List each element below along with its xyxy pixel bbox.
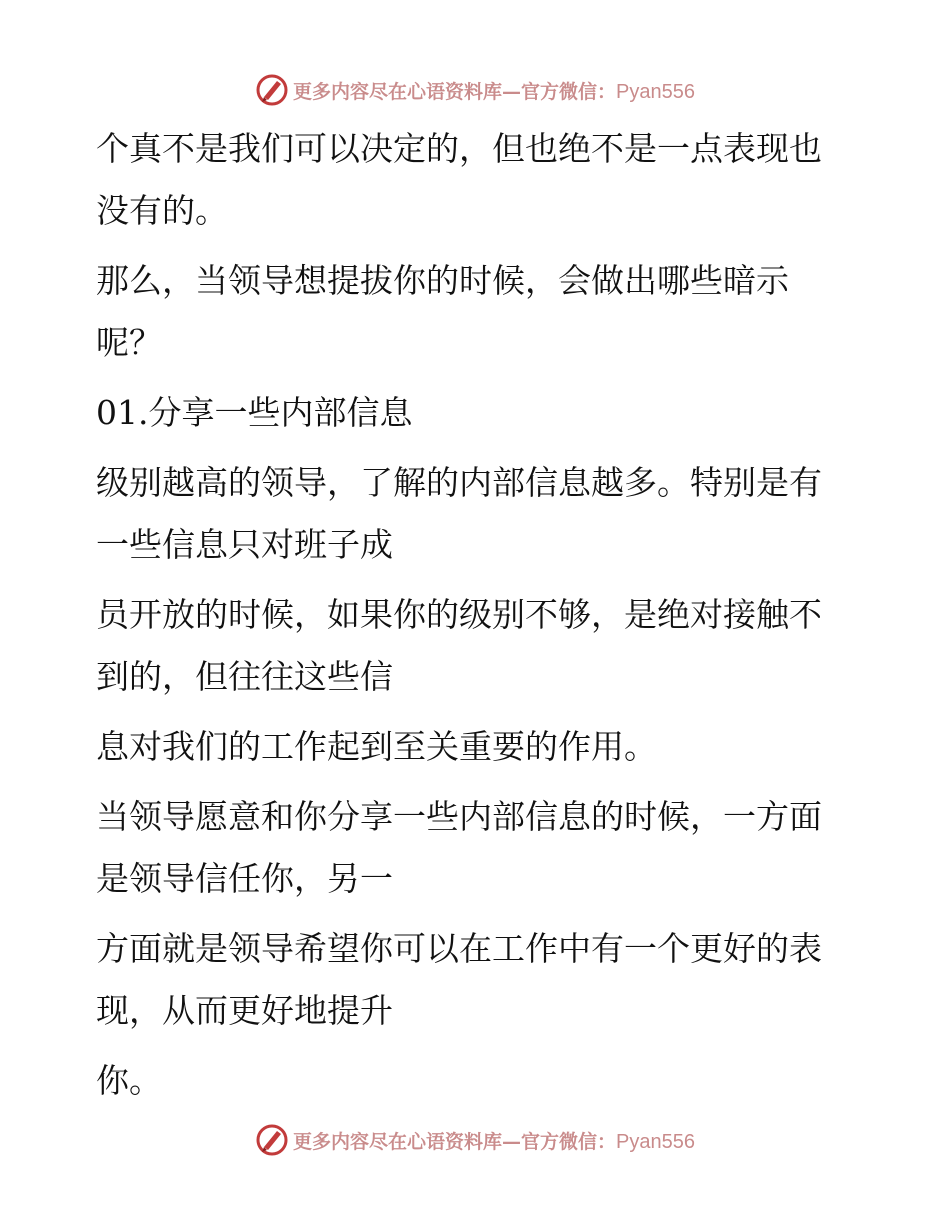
section-heading: 01.分享一些内部信息 xyxy=(96,393,413,432)
paragraph: 员开放的时候，如果你的级别不够，是绝对接触不到的，但往往这些信 xyxy=(96,595,822,696)
document-body xyxy=(96,118,836,1112)
paragraph: 你。 xyxy=(96,1061,162,1100)
paragraph: 级别越高的领导，了解的内部信息越多。特别是有一些信息只对班子成 xyxy=(96,463,822,564)
header-wechat-id: Pyan556 xyxy=(616,80,695,103)
header-banner xyxy=(0,72,950,108)
footer-banner-text: 更多内容尽在心语资料库—官方微信：Pyan556 xyxy=(293,1130,695,1153)
header-banner-text: 更多内容尽在心语资料库—官方微信：Pyan556 xyxy=(293,80,695,103)
pen-logo-icon xyxy=(255,73,289,107)
paragraph: 息对我们的工作起到至关重要的作用。 xyxy=(96,727,657,766)
paragraph: 个真不是我们可以决定的，但也绝不是一点表现也没有的。 xyxy=(96,129,822,230)
paragraph: 那么，当领导想提拔你的时候，会做出哪些暗示呢？ xyxy=(96,261,789,362)
footer-wechat-id: Pyan556 xyxy=(616,1130,695,1153)
footer-banner xyxy=(0,1122,950,1158)
paragraph: 方面就是领导希望你可以在工作中有一个更好的表现，从而更好地提升 xyxy=(96,929,822,1030)
pen-logo-icon xyxy=(255,1123,289,1157)
paragraph: 当领导愿意和你分享一些内部信息的时候，一方面是领导信任你，另一 xyxy=(96,797,822,898)
